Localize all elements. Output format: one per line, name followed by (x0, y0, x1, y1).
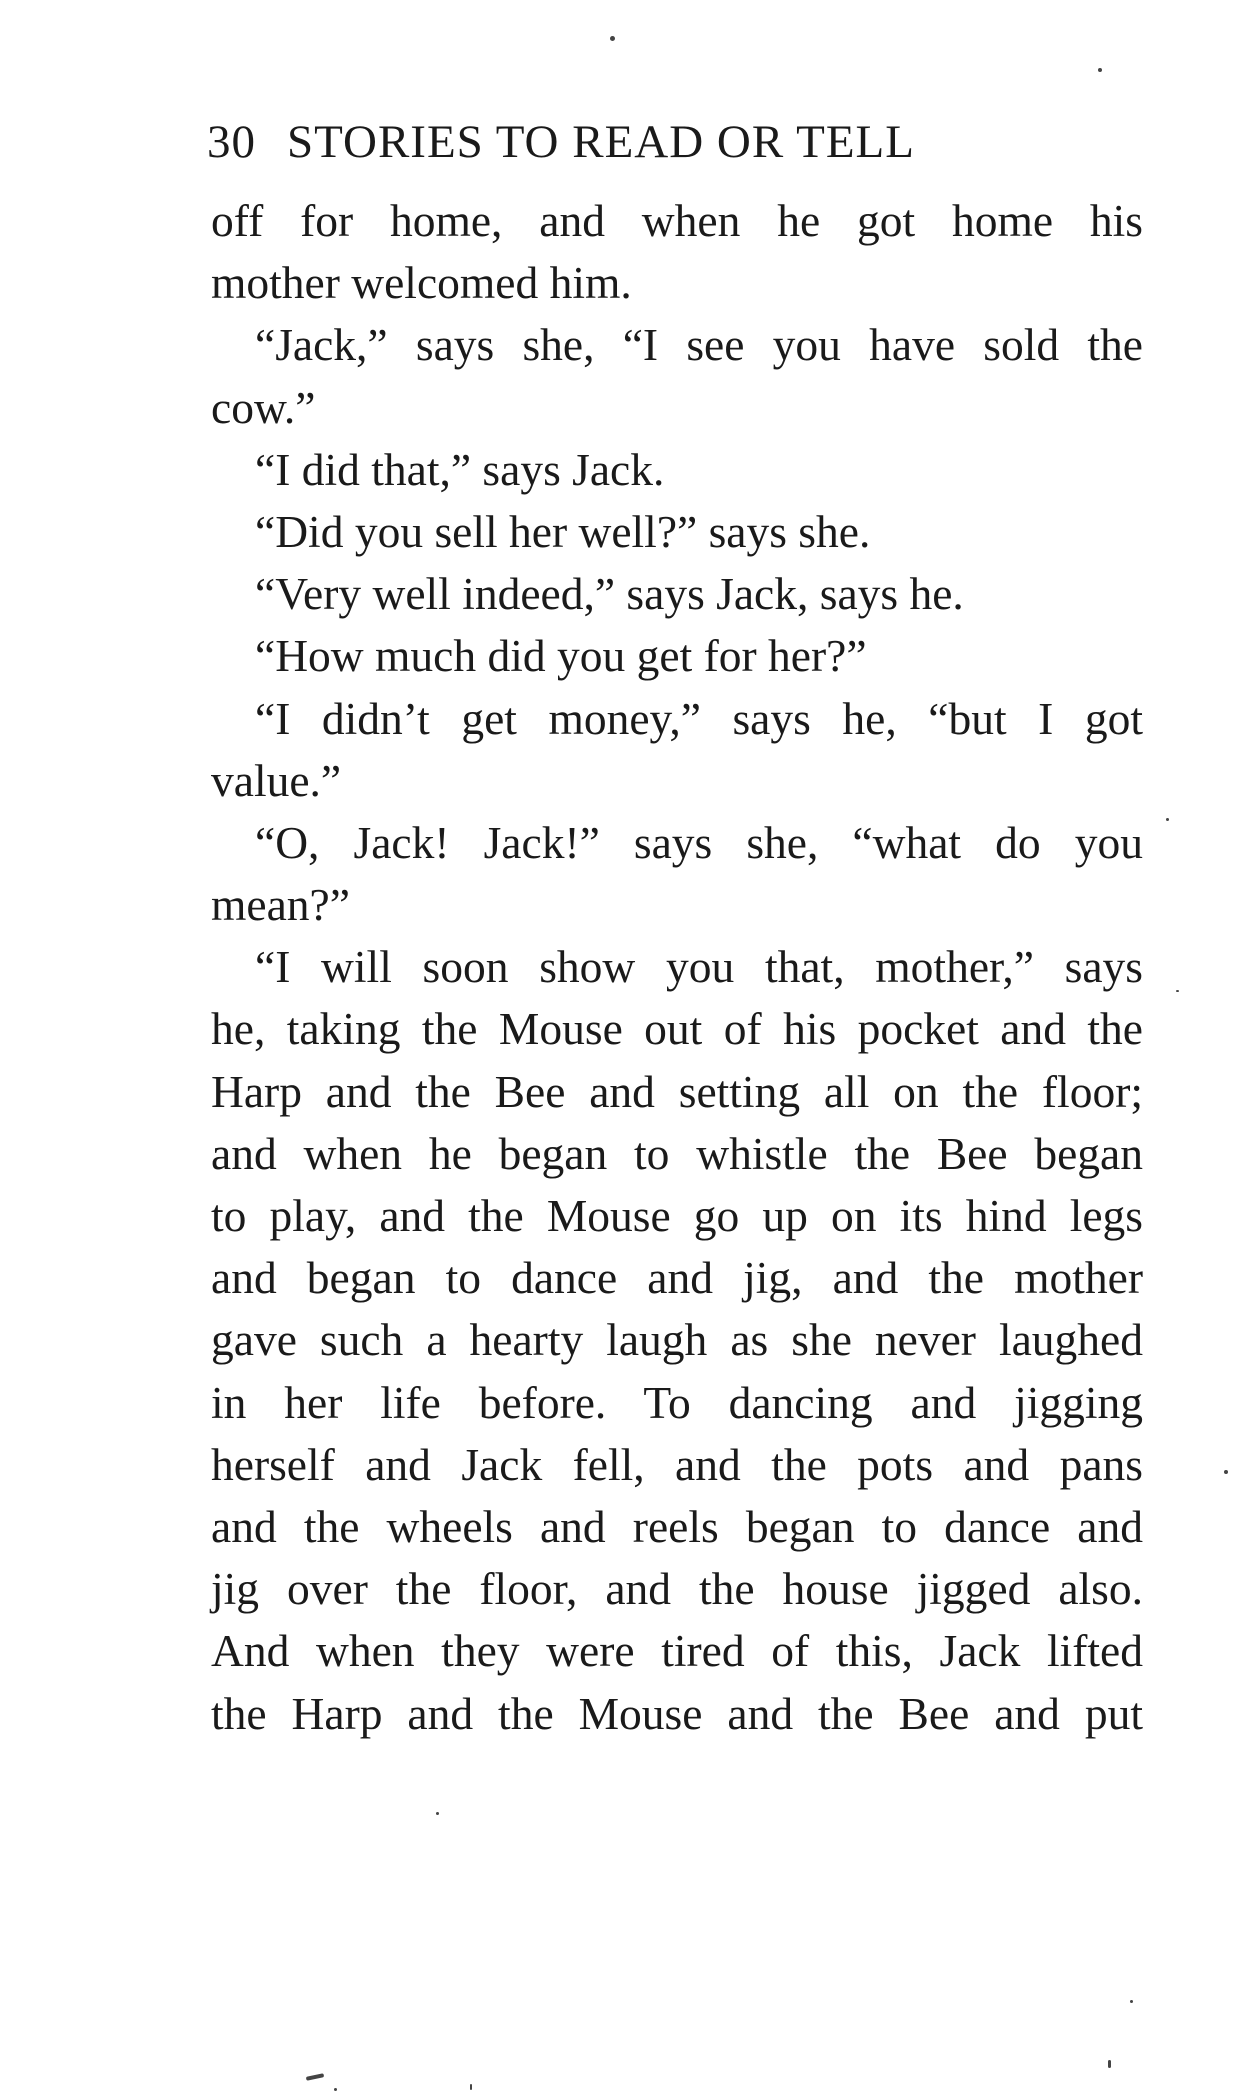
running-head (207, 112, 1087, 172)
page-number: 30 (207, 116, 256, 168)
running-title: STORIES TO READ OR TELL (287, 116, 915, 168)
text-line: “How much did you get for her?” (255, 630, 867, 682)
text-line: cow.” (211, 381, 316, 433)
scan-speck (470, 2084, 472, 2090)
text-line: Harp and the Bee and setting all on the floor; (211, 1065, 1143, 1117)
scan-speck (1224, 1470, 1228, 1474)
text-line: “Very well indeed,” says Jack, says he. (255, 568, 964, 620)
text-line: “Did you sell her well?” says she. (255, 505, 871, 557)
scan-speck (1130, 2000, 1133, 2003)
text-line: in her life before. To dancing and jigging (211, 1376, 1143, 1428)
text-line: “I will soon show you that, mother,” says (255, 941, 1143, 993)
text-line: gave such a hearty laugh as she never laughed (211, 1314, 1143, 1366)
text-line: herself and Jack fell, and the pots and pans (211, 1438, 1143, 1490)
scan-speck (306, 2073, 324, 2081)
text-line: “I did that,” says Jack. (255, 443, 665, 495)
text-line: and began to dance and jig, and the mother (211, 1252, 1143, 1304)
text-line: “I didn’t get money,” says he, “but I got (255, 692, 1143, 744)
scan-speck (1176, 990, 1179, 992)
scan-speck (1108, 2060, 1111, 2068)
text-line: to play, and the Mouse go up on its hind legs (211, 1190, 1143, 1241)
text-line: he, taking the Mouse out of his pocket and the (211, 1003, 1143, 1055)
scan-speck (610, 36, 615, 41)
body-text (211, 190, 1143, 1745)
text-line: and when he began to whistle the Bee began (211, 1127, 1143, 1179)
text-line: off for home, and when he got home his (211, 195, 1143, 246)
scan-speck (334, 2088, 337, 2091)
scan-speck (1166, 818, 1169, 821)
text-line: value.” (211, 754, 342, 806)
text-line: mother welcomed him. (211, 257, 632, 309)
scan-speck (1098, 68, 1102, 72)
text-line: And when they were tired of this, Jack lifted (211, 1625, 1143, 1677)
text-line: mean?” (211, 879, 350, 931)
scan-speck (436, 1812, 439, 1815)
text-line: “Jack,” says she, “I see you have sold the (255, 319, 1143, 371)
text-line: and the wheels and reels began to dance and (211, 1500, 1143, 1552)
text-line: “O, Jack! Jack!” says she, “what do you (255, 816, 1143, 868)
text-line: the Harp and the Mouse and the Bee and put (211, 1687, 1143, 1739)
text-line: jig over the floor, and the house jigged also. (211, 1563, 1143, 1615)
